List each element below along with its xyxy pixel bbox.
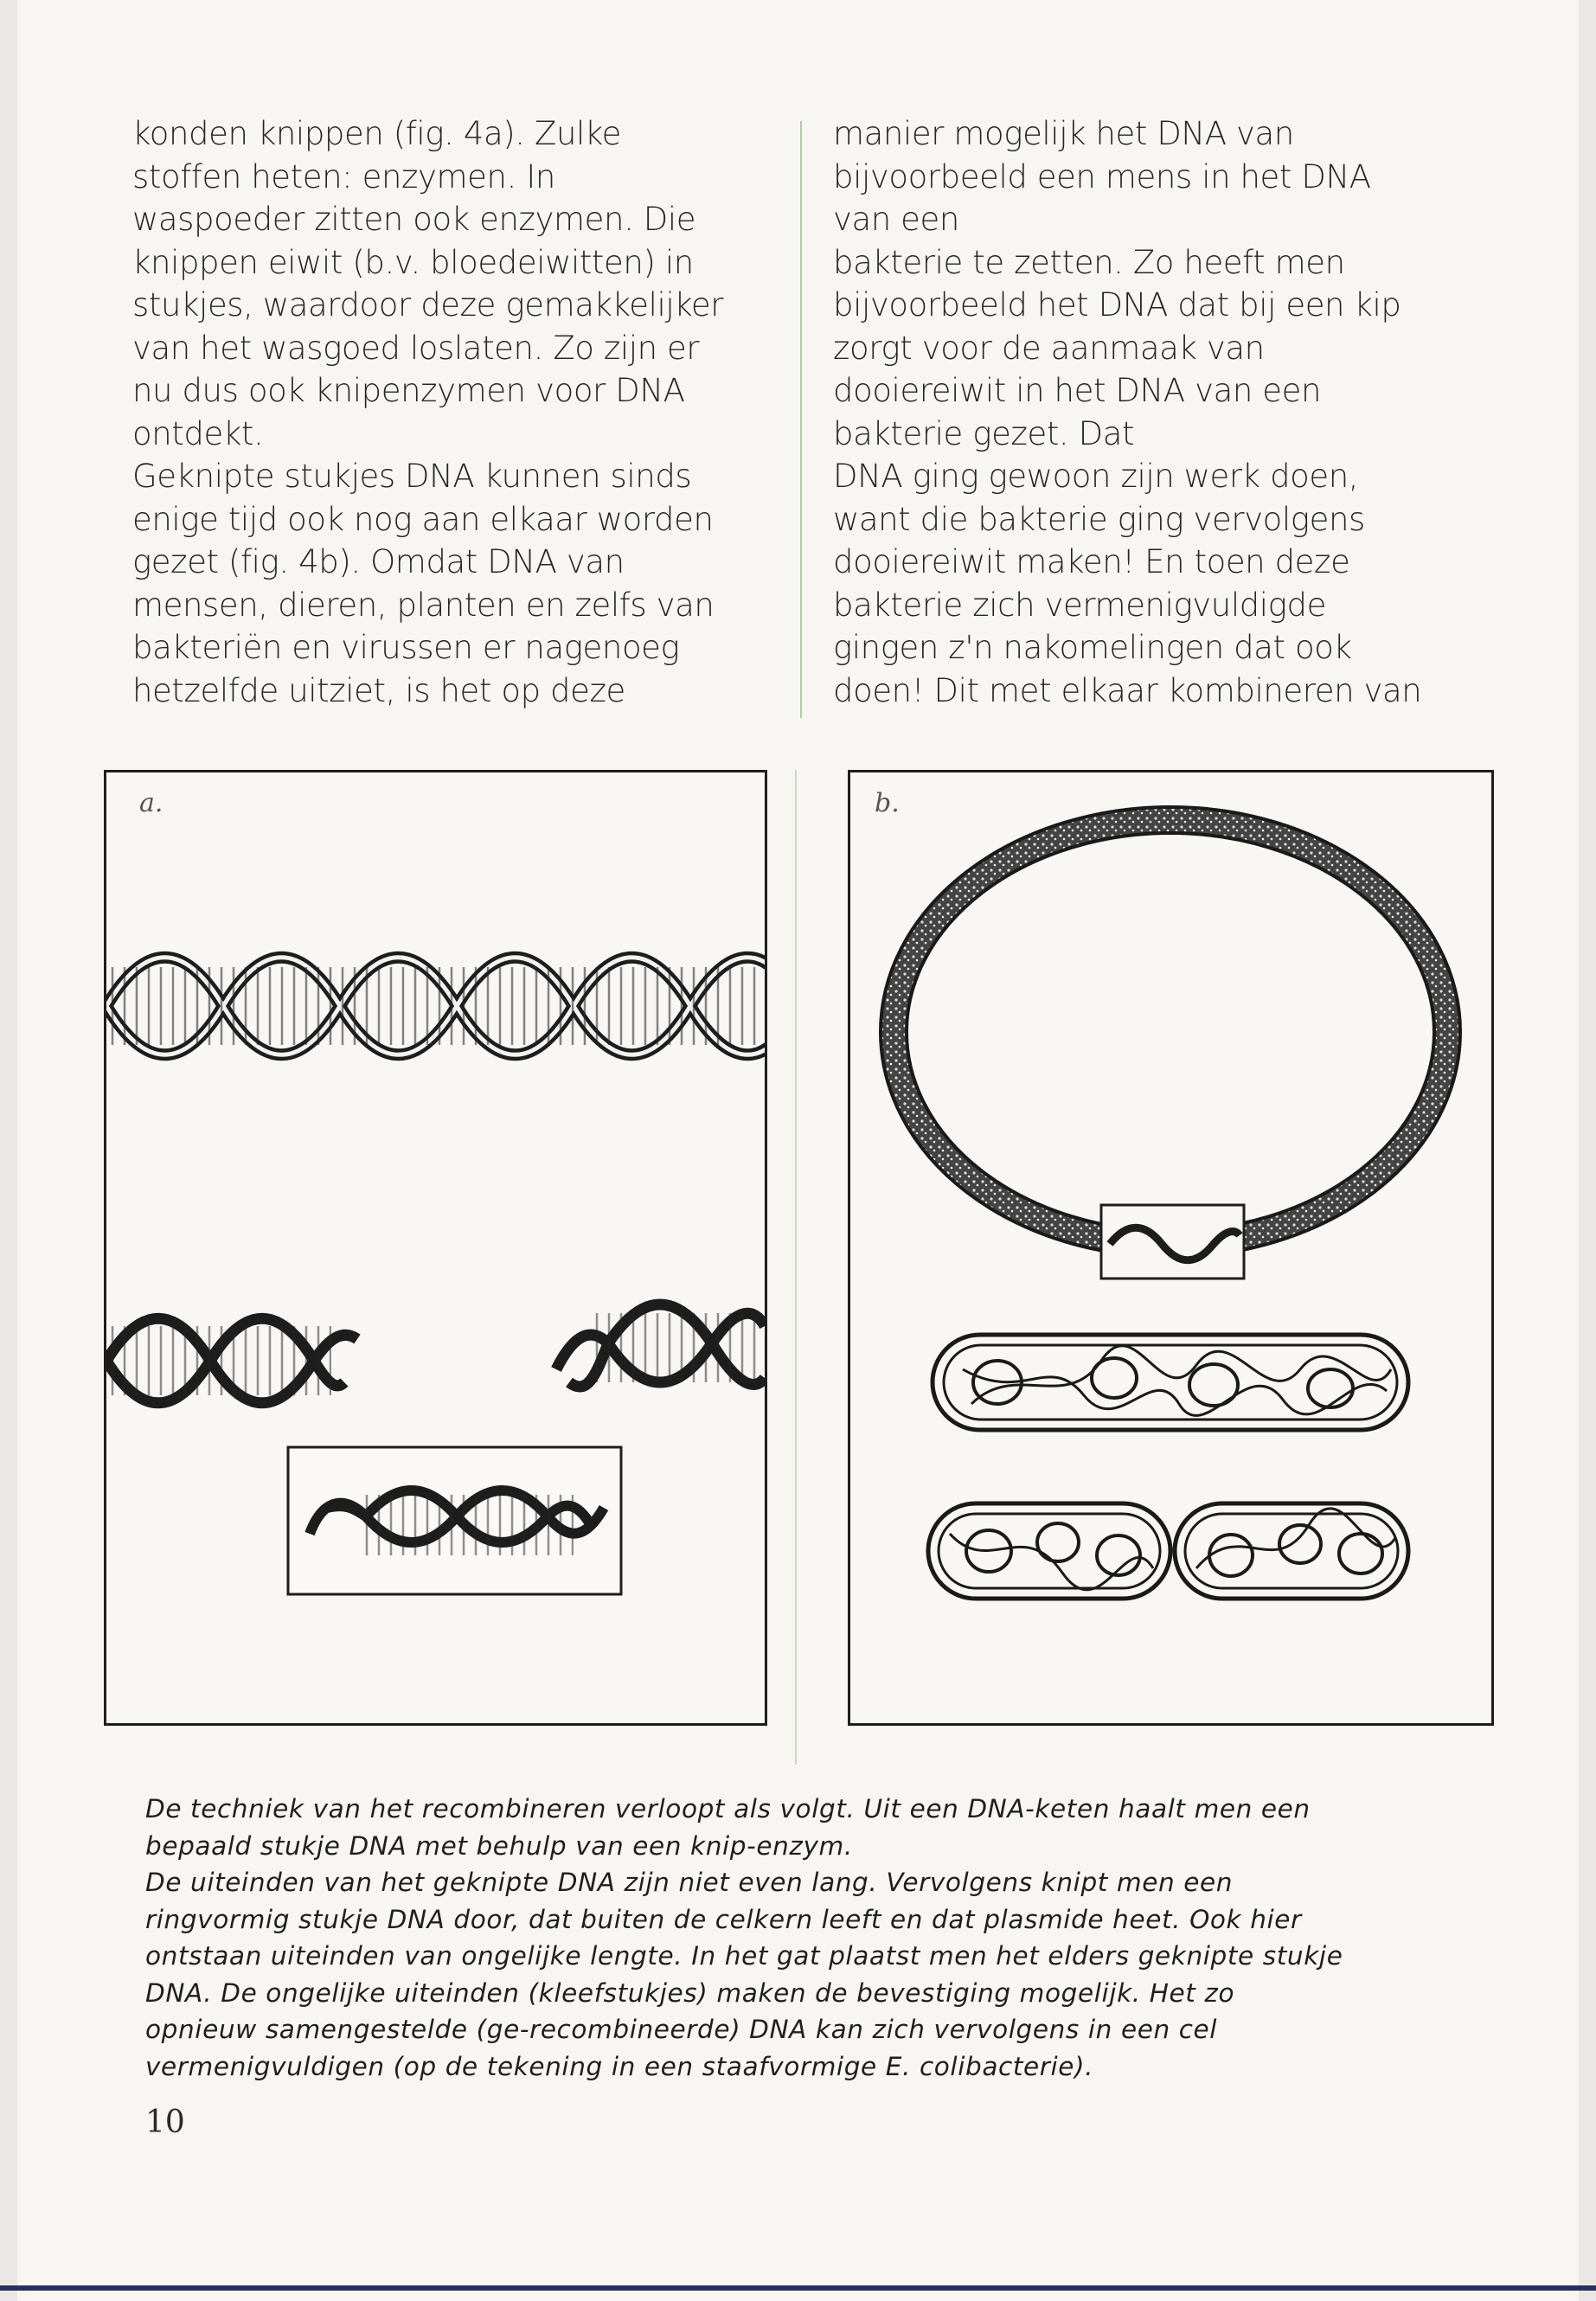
- text-line: konden knippen (fig. 4a). Zulke: [132, 115, 621, 152]
- caption-line: De uiteinden van het geknipte DNA zijn niet even lang. Vervolgens knipt men een: [145, 1868, 1234, 1897]
- bacterium-dividing-left: [928, 1503, 1170, 1599]
- text-line: van het wasgoed loslaten. Zo zijn er: [132, 329, 700, 367]
- dna-cut-illustration: [106, 772, 765, 1723]
- figure-panel-a: [104, 770, 767, 1726]
- page-number: 10: [145, 2105, 185, 2140]
- caption-line: bepaald stukje DNA met behulp van een knip-enzym.: [145, 1830, 853, 1861]
- text-line: stukjes, waardoor deze gemakkelijker: [132, 286, 724, 324]
- inserted-dna-box: [1101, 1205, 1244, 1279]
- text-line: want die bakterie ging vervolgens: [833, 500, 1365, 538]
- text-line: gingen z'n nakomelingen dat ook: [833, 629, 1352, 666]
- text-line: bakterie gezet. Dat: [833, 414, 1135, 452]
- text-column-left: [132, 112, 772, 712]
- caption-line: DNA. De ongelijke uiteinden (kleefstukjes) maken de bevestiging mogelijk. Het zo: [145, 1977, 1235, 2008]
- bacterium-single: [933, 1335, 1408, 1430]
- panel-label-a: a.: [139, 788, 163, 818]
- text-line: zorgt voor de aanmaak van: [833, 329, 1265, 367]
- figure-caption: [145, 1791, 1495, 2085]
- dna-fragment-left: [106, 1318, 357, 1403]
- figure-divider: [795, 770, 797, 1765]
- book-page: [17, 0, 1579, 2301]
- text-line: dooiereiwit maken! En toen deze: [833, 543, 1350, 580]
- figure-panel-b: [848, 770, 1494, 1726]
- text-line: gezet (fig. 4b). Omdat DNA van: [132, 543, 625, 580]
- text-line: doen! Dit met elkaar kombineren van: [833, 671, 1422, 709]
- plasmid-recombination-illustration: [850, 772, 1491, 1723]
- plasmid-ring: [894, 820, 1447, 1244]
- page-bottom-rule: [0, 2285, 1596, 2291]
- dna-fragment-right: [556, 1304, 765, 1387]
- text-line: bakteriën en virussen er nagenoeg: [132, 629, 680, 666]
- text-line: hetzelfde uitziet, is het op deze: [132, 671, 625, 709]
- text-line: bakterie zich vermenigvuldigde: [833, 586, 1326, 624]
- caption-line: De techniek van het recombineren verloopt als volgt. Uit een DNA-keten haalt men een: [145, 1794, 1311, 1823]
- caption-line: ontstaan uiteinden van ongelijke lengte. In het gat plaatst men het elders geknipte stukje: [145, 1941, 1343, 1971]
- panel-label-b: b.: [875, 788, 900, 818]
- text-line: Geknipte stukjes DNA kunnen sinds: [132, 458, 692, 495]
- text-line: waspoeder zitten ook enzymen. Die: [132, 201, 696, 238]
- column-divider: [800, 121, 802, 718]
- text-line: van een: [833, 201, 959, 238]
- text-line: manier mogelijk het DNA van: [833, 115, 1294, 152]
- text-line: dooiereiwit in het DNA van een: [833, 372, 1322, 409]
- text-line: DNA ging gewoon zijn werk doen,: [833, 458, 1359, 495]
- text-line: enige tijd ook nog aan elkaar worden: [132, 500, 714, 538]
- text-line: bakterie te zetten. Zo heeft men: [833, 243, 1345, 281]
- text-line: knippen eiwit (b.v. bloedeiwitten) in: [132, 243, 694, 281]
- text-line: nu dus ook knipenzymen voor DNA: [132, 372, 685, 409]
- text-line: bijvoorbeeld een mens in het DNA: [833, 157, 1371, 195]
- caption-line: ringvormig stukje DNA door, dat buiten de celkern leeft en dat plasmide heet. Ook hier: [145, 1904, 1302, 1934]
- dna-double-helix: [106, 958, 765, 1055]
- text-column-right: [833, 112, 1473, 712]
- caption-line: vermenigvuldigen (op de tekening in een staafvormige E. colibacterie).: [145, 2051, 1094, 2081]
- text-line: bijvoorbeeld het DNA dat bij een kip: [833, 286, 1401, 324]
- bacterium-dividing-right: [1175, 1503, 1408, 1599]
- text-line: mensen, dieren, planten en zelfs van: [132, 586, 715, 624]
- text-line: stoffen heten: enzymen. In: [132, 157, 555, 195]
- caption-line: opnieuw samengestelde (ge-recombineerde) DNA kan zich vervolgens in een cel: [145, 2015, 1218, 2044]
- text-line: ontdekt.: [132, 414, 264, 452]
